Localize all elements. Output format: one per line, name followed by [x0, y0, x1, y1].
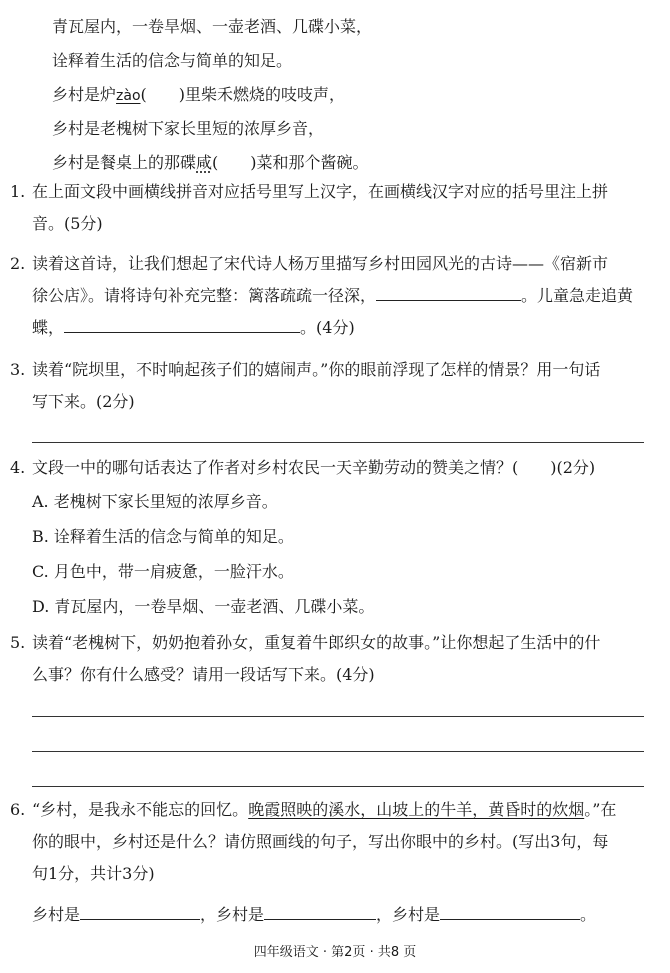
answer-blank-2[interactable] — [64, 312, 300, 333]
answer-paren-xian[interactable]: ( ) — [212, 153, 257, 172]
question-6 — [10, 794, 658, 890]
poem-line-3 — [52, 78, 372, 112]
hanzi-xian: 咸 — [196, 153, 213, 172]
fill-label-3: ，乡村是 — [376, 905, 441, 924]
answer-paren-zao[interactable]: ( ) — [140, 85, 186, 104]
question-number: 6. — [10, 800, 26, 819]
question-3-text-1: 读着“院坝里，不时响起孩子们的嬉闹声。”你的眼前浮现了怎样的情景？用一句话 — [32, 360, 601, 379]
question-2-text-1: 读着这首诗，让我们想起了宋代诗人杨万里描写乡村田园风光的古诗——《宿新市 — [32, 254, 609, 273]
question-4-text: 文段一中的哪句话表达了作者对乡村农民一天辛勤劳动的赞美之情？( )(2分) — [32, 458, 596, 477]
question-4 — [10, 452, 658, 484]
fill-end: 。 — [580, 905, 597, 924]
question-5 — [10, 627, 658, 691]
question-number: 1. — [10, 182, 26, 201]
question-1 — [10, 176, 658, 240]
fill-in-row — [32, 899, 596, 930]
option-d[interactable]: D. 青瓦屋内，一卷旱烟、一壶老酒、几碟小菜。 — [32, 597, 375, 616]
question-2-text-2b: 。儿童急走追黄 — [521, 286, 634, 305]
option-c[interactable]: C. 月色中，带一肩疲惫，一脸汗水。 — [32, 562, 294, 581]
poem-line-1: 青瓦屋内，一卷旱烟、一壶老酒、几碟小菜， — [52, 17, 373, 36]
answer-line[interactable] — [32, 786, 644, 787]
poem-line-5-text-a: 乡村是餐桌上的那碟 — [52, 153, 197, 172]
question-6-text-3: 句1分，共计3分) — [32, 864, 155, 883]
poem-line-3-text-a: 乡村是炉 — [52, 85, 117, 104]
question-2-text-2a: 徐公店》。请将诗句补充完整：篱落疏疏一径深， — [32, 286, 377, 305]
question-1-text-2: 音。(5分) — [32, 214, 103, 233]
answer-line[interactable] — [32, 442, 644, 443]
answer-blank-village-2[interactable] — [264, 899, 376, 920]
question-number: 4. — [10, 458, 26, 477]
answer-blank-village-1[interactable] — [80, 899, 200, 920]
question-3 — [10, 354, 658, 418]
question-number: 2. — [10, 254, 26, 273]
question-5-text-2: 么事？你有什么感受？请用一段话写下来。(4分) — [32, 665, 375, 684]
question-6-text-1a: “乡村，是我永不能忘的回忆。 — [32, 800, 249, 819]
question-6-text-1 — [32, 794, 658, 826]
poem-line-5-text-b: 菜和那个酱碗。 — [256, 153, 369, 172]
option-a[interactable]: A. 老槐树下家长里短的浓厚乡音。 — [32, 492, 278, 511]
fill-label-2: ，乡村是 — [200, 905, 265, 924]
poem-line-4: 乡村是老槐树下家长里短的浓厚乡音， — [52, 119, 325, 138]
question-5-text-1: 读着“老槐树下，奶奶抱着孙女，重复着牛郎织女的故事。”让你想起了生活中的什 — [32, 633, 601, 652]
answer-blank-1[interactable] — [376, 280, 521, 301]
question-2-text-3a: 蝶， — [32, 318, 65, 337]
question-3-text-2: 写下来。(2分) — [32, 392, 135, 411]
question-number: 5. — [10, 633, 26, 652]
poem-line-3-text-b: 里柴禾燃烧的吱吱声， — [185, 85, 346, 104]
question-6-text-1b: 。”在 — [584, 800, 617, 819]
question-number: 3. — [10, 360, 26, 379]
page-footer: 四年级语文 · 第2页 · 共8 页 — [253, 945, 417, 960]
question-2-text-3b: 。(4分) — [300, 318, 355, 337]
question-2 — [10, 248, 658, 344]
answer-blank-village-3[interactable] — [440, 899, 580, 920]
answer-line[interactable] — [32, 716, 644, 717]
question-2-text-3 — [32, 312, 658, 344]
question-6-text-2: 你的眼中，乡村还是什么？请仿照画线的句子，写出你眼中的乡村。(写出3句，每 — [32, 832, 609, 851]
option-b[interactable]: B. 诠释着生活的信念与简单的知足。 — [32, 527, 294, 546]
underlined-sentence: 晚霞照映的溪水，山坡上的牛羊，黄昏时的炊烟 — [248, 800, 585, 819]
question-1-text-1: 在上面文段中画横线拼音对应括号里写上汉字，在画横线汉字对应的括号里注上拼 — [32, 182, 609, 201]
poem-line-5 — [52, 146, 372, 180]
answer-line[interactable] — [32, 751, 644, 752]
fill-label-1: 乡村是 — [32, 905, 81, 924]
question-2-text-2 — [32, 280, 658, 312]
pinyin-zao: zào — [116, 88, 141, 104]
poem-line-2: 诠释着生活的信念与简单的知足。 — [52, 51, 293, 70]
poem-passage — [52, 10, 372, 180]
